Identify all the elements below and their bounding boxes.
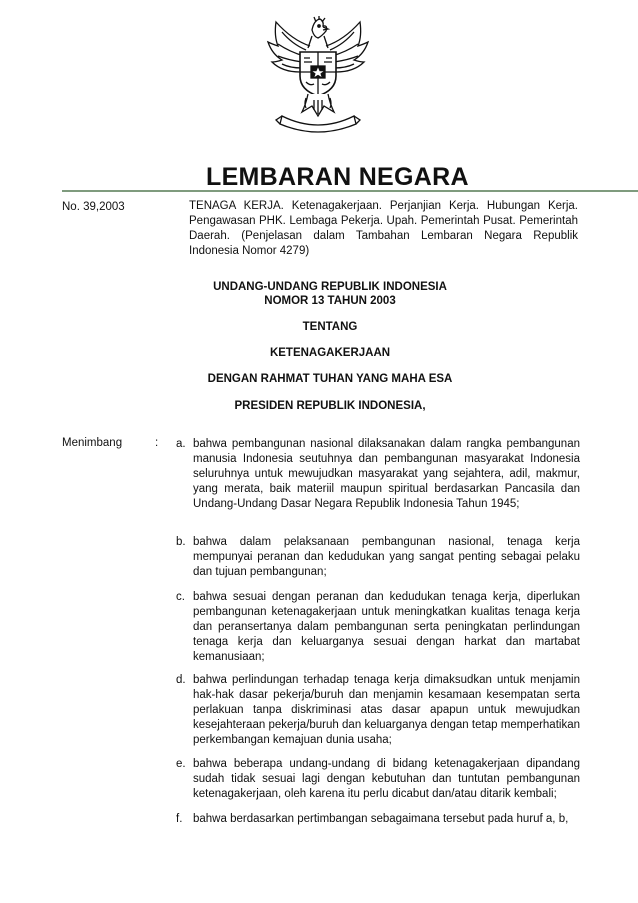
item-text: bahwa dalam pelaksanaan pembangunan nasional, tenaga kerja mempunyai peranan dan kedudukan yang sangat penting sebagai pelaku dan tujuan pembangunan; [193,536,580,578]
item-text: bahwa perlindungan terhadap tenaga kerja dimaksudkan untuk menjamin hak-hak dasar pekerja/buruh dan menjamin kesamaan kesempatan serta perlakuan tanpa diskriminasi atas dasar apapun untuk mewujudkan kesejahteraan pekerja/buruh dan keluarganya dengan tetap memperhatikan perkembangan kemajuan dunia usaha; [193,674,580,746]
considering-item-e [176,757,580,802]
title-divider [62,190,638,192]
law-subject: KETENAGAKERJAAN [269,347,391,359]
item-letter: d. [176,674,186,686]
considering-item-b [176,535,580,580]
considering-colon: : [155,437,159,449]
gazette-abstract: TENAGA KERJA. Ketenagakerjaan. Perjanjian Kerja. Hubungan Kerja. Pengawasan PHK. Lembaga Pekerja. Upah. Pemerintah Pusat. Pemerintah Daerah. (Penjelasan dalam Tambahan Lembaran Negara Republik Indonesia Nomor 4279) [189,200,578,257]
item-text: bahwa beberapa undang-undang di bidang ketenagakerjaan dipandang sudah tidak sesuai lagi dengan kebutuhan dan tuntutan pembangunan ketenagakerjaan, oleh karena itu perlu dicabut dan/atau ditarik kembali; [193,758,580,800]
item-letter: c. [176,591,185,603]
law-title-line2: NOMOR 13 TAHUN 2003 [264,295,396,307]
law-title-line1: UNDANG-UNDANG REPUBLIK INDONESIA [213,281,447,293]
gazette-title: LEMBARAN NEGARA [206,163,469,191]
considering-item-d [176,673,580,748]
preamble-president: PRESIDEN REPUBLIK INDONESIA, [234,400,426,412]
considering-item-f [176,812,580,827]
item-letter: b. [176,536,186,548]
item-letter: e. [176,758,186,770]
preamble-god: DENGAN RAHMAT TUHAN YANG MAHA ESA [207,373,453,385]
item-letter: f. [176,813,183,825]
considering-item-c [176,590,580,665]
law-about: TENTANG [302,321,358,333]
item-text: bahwa pembangunan nasional dilaksanakan dalam rangka pembangunan manusia Indonesia seutuhnya dan pembangunan masyarakat Indonesia seluruhnya untuk mewujudkan masyarakat yang sejahtera, adil, makmur, yang merata, baik materiil maupun spiritual berdasarkan Pancasila dan Undang-Undang Dasar Negara Republik Indonesia Tahun 1945; [193,438,580,510]
item-letter: a. [176,438,186,450]
item-text: bahwa sesuai dengan peranan dan kedudukan tenaga kerja, diperlukan pembangunan ketenagakerjaan untuk meningkatkan kualitas tenaga kerja dan peransertanya dalam pembangunan serta peningkatan perlindungan tenaga kerja dan keluarganya sesuai dengan harkat dan martabat kemanusiaan; [193,591,580,663]
gazette-number: No. 39,2003 [62,201,125,213]
garuda-emblem-icon [262,16,374,138]
considering-item-a [176,437,580,512]
item-text: bahwa berdasarkan pertimbangan sebagaimana tersebut pada huruf a, b, [193,813,569,825]
considering-label: Menimbang [62,437,123,449]
